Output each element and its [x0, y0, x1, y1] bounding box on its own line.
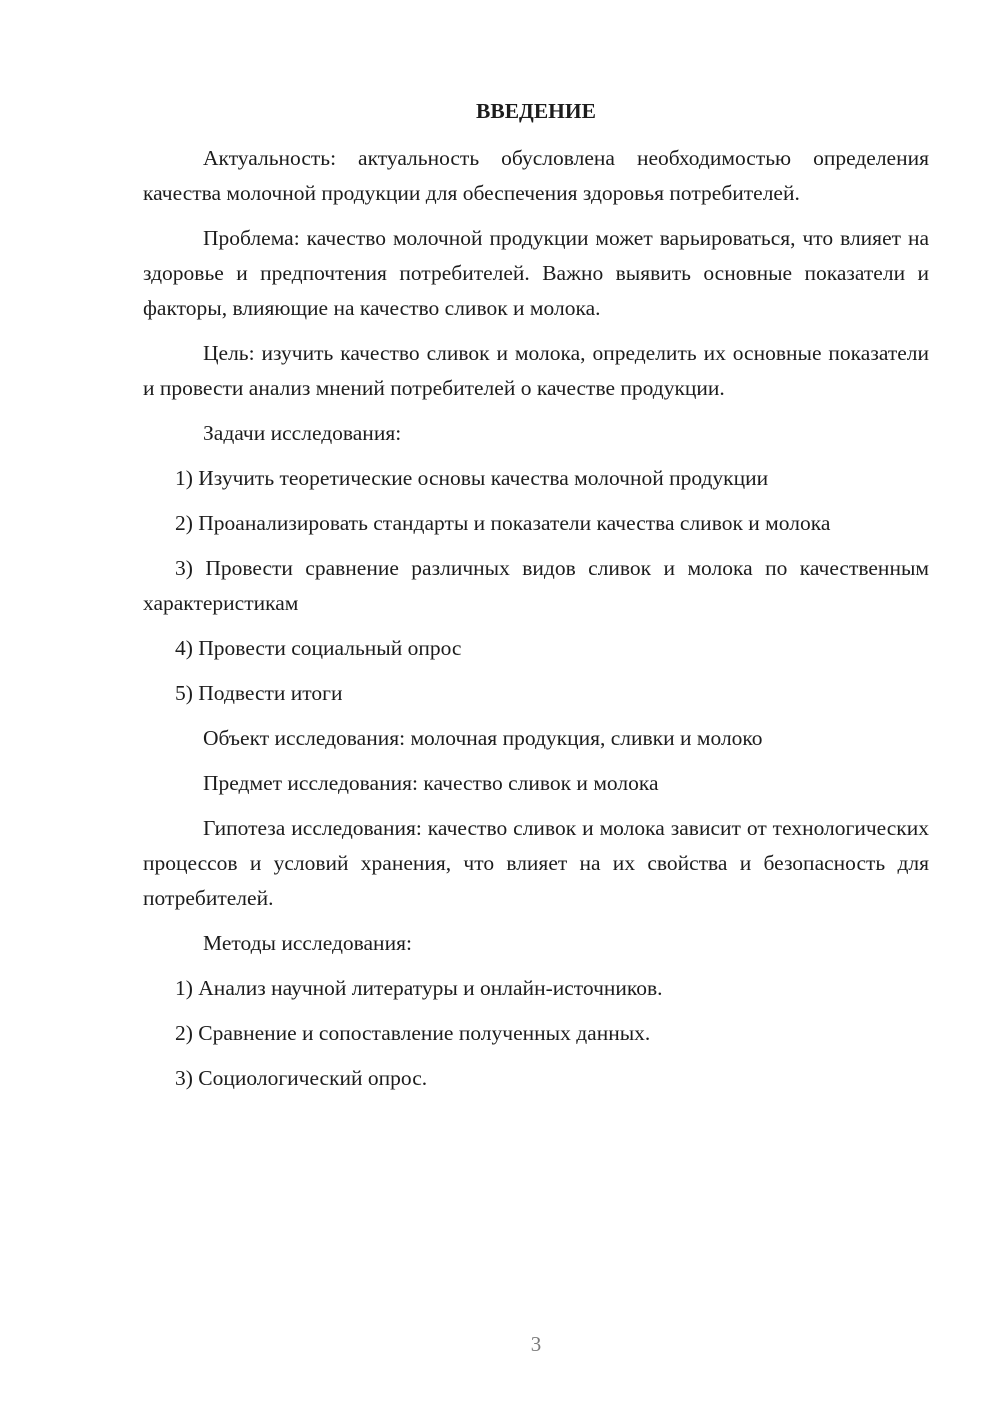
task-item: 2) Проанализировать стандарты и показатели качества сливок и молока	[175, 511, 831, 535]
method-item: 2) Сравнение и сопоставление полученных данных.	[175, 1021, 651, 1045]
task-item: 3) Провести сравнение различных видов сливок и молока по качественным характеристикам	[143, 556, 929, 615]
task-item: 5) Подвести итоги	[175, 681, 343, 705]
task-item: 1) Изучить теоретические основы качества молочной продукции	[175, 466, 769, 490]
methods-heading: Методы исследования:	[203, 931, 412, 955]
relevance-paragraph: Актуальность: актуальность обусловлена необходимостью определения качества молочной продукции для обеспечения здоровья потребителей.	[143, 146, 929, 205]
page-content	[143, 94, 929, 1106]
page-number: 3	[530, 1332, 542, 1356]
problem-paragraph: Проблема: качество молочной продукции может варьироваться, что влияет на здоровье и предпочтения потребителей. Важно выявить основные показатели и факторы, влияющие на качество сливок и молока.	[143, 226, 929, 320]
method-item: 1) Анализ научной литературы и онлайн-источников.	[175, 976, 663, 1000]
task-item: 4) Провести социальный опрос	[175, 636, 462, 660]
object-paragraph: Объект исследования: молочная продукция, сливки и молоко	[203, 726, 763, 750]
method-item: 3) Социологический опрос.	[175, 1066, 428, 1090]
goal-paragraph: Цель: изучить качество сливок и молока, определить их основные показатели и провести анализ мнений потребителей о качестве продукции.	[143, 341, 929, 400]
hypothesis-paragraph: Гипотеза исследования: качество сливок и молока зависит от технологических процессов и условий хранения, что влияет на их свойства и безопасность для потребителей.	[143, 816, 929, 910]
tasks-heading: Задачи исследования:	[203, 421, 402, 445]
subject-paragraph: Предмет исследования: качество сливок и молока	[203, 771, 659, 795]
section-title: ВВЕДЕНИЕ	[476, 99, 596, 123]
